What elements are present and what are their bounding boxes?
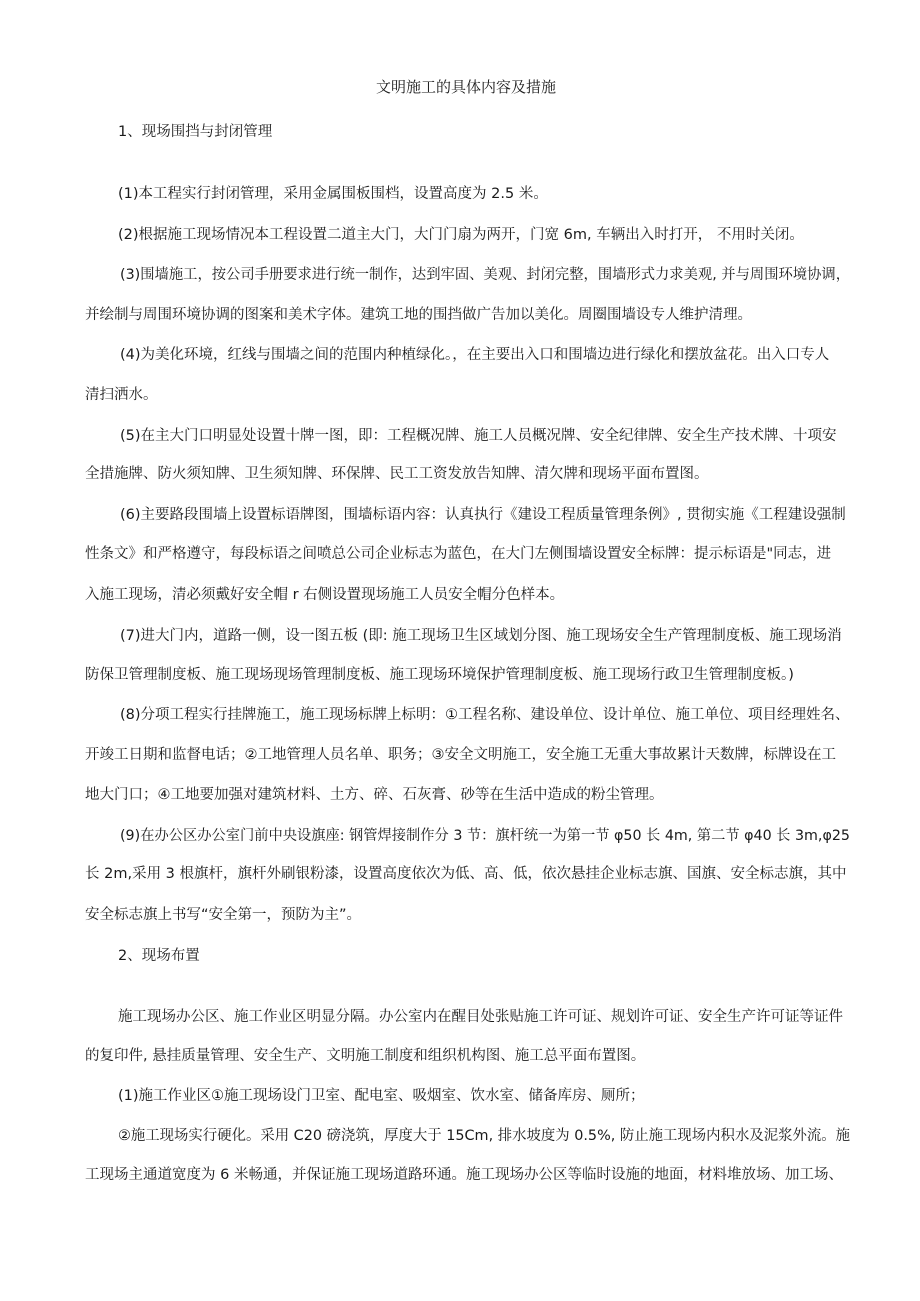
paragraph-line: (4)为美化环境，红线与围墙之间的范围内种植绿化。，在主要出入口和围墙边进行绿化和摆放盆花。出入口专人 xyxy=(120,347,830,363)
paragraph-line: 长 2m,采用 3 根旗杆，旗杆外刷银粉漆，设置高度依次为低、高、低，依次悬挂企业标志旗、国旗、安全标志旗，其中 xyxy=(85,866,847,882)
paragraph-line: (7)进大门内，道路一侧，设一图五板 (即: 施工现场卫生区域划分图、施工现场安全生产管理制度板、施工现场消 xyxy=(120,628,842,644)
page-title: 文明施工的具体内容及措施 xyxy=(375,78,556,96)
paragraph-line: (9)在办公区办公室门前中央设旗座: 钢管焊接制作分 3 节：旗杆统一为第一节 φ50 长 4m, 第二节 φ40 长 3m,φ25 xyxy=(120,828,850,844)
paragraph-line: 开竣工日期和监督电话；②工地管理人员名单、职务；③安全文明施工，安全施工无重大事故累计天数牌，标牌设在工 xyxy=(85,747,836,763)
paragraph-line: (6)主要路段围墙上设置标语牌图，围墙标语内容：认真执行《建设工程质量管理条例》, 贯彻实施《工程建设强制 xyxy=(120,507,846,523)
paragraph-line: 性条文》和严格遵守，每段标语之间喷总公司企业标志为蓝色，在大门左侧围墙设置安全标牌：提示标语是"同志，进 xyxy=(85,546,832,562)
section-heading-2: 2、现场布置 xyxy=(118,948,200,964)
section-heading-1: 1、现场围挡与封闭管理 xyxy=(118,124,273,140)
paragraph-line: 的复印件, 悬挂质量管理、安全生产、文明施工制度和组织机构图、施工总平面布置图。 xyxy=(85,1048,646,1064)
paragraph-line: 清扫洒水。 xyxy=(85,387,158,403)
paragraph-line: (8)分项工程实行挂牌施工，施工现场标牌上标明：①工程名称、建设单位、设计单位、施工单位、项目经理姓名、 xyxy=(120,707,850,723)
paragraph-line: 并绘制与周围环境协调的图案和美术字体。建筑工地的围挡做广告加以美化。周圈围墙设专人维护清理。 xyxy=(85,307,752,323)
paragraph-line: 防保卫管理制度板、施工现场现场管理制度板、施工现场环境保护管理制度板、施工现场行政卫生管理制度板。) xyxy=(85,667,794,683)
paragraph-line: 施工现场办公区、施工作业区明显分隔。办公室内在醒目处张贴施工许可证、规划许可证、安全生产许可证等证件 xyxy=(118,1009,843,1025)
paragraph-line: 工现场主通道宽度为 6 米畅通，并保证施工现场道路环通。施工现场办公区等临时设施的地面，材料堆放场、加工场、 xyxy=(85,1167,843,1183)
paragraph-line: ②施工现场实行硬化。采用 C20 磅浇筑，厚度大于 15Cm, 排水坡度为 0.5%, 防止施工现场内积水及泥浆外流。施 xyxy=(118,1128,850,1144)
paragraph-line: 安全标志旗上书写“安全第一，预防为主”。 xyxy=(85,907,362,923)
paragraph-line: (1)本工程实行封闭管理，采用金属围板围档，设置高度为 2.5 米。 xyxy=(118,186,548,202)
paragraph-line: (2)根据施工现场情况本工程设置二道主大门，大门门扇为两开，门宽 6m, 车辆出入时打开， 不用时关闭。 xyxy=(118,227,804,243)
paragraph-line: 入施工现场，清必须戴好安全帽 r 右侧设置现场施工人员安全帽分色样本。 xyxy=(85,587,565,603)
paragraph-line: 全措施牌、防火须知牌、卫生须知牌、环保牌、民工工资发放告知牌、清欠牌和现场平面布置图。 xyxy=(85,466,709,482)
paragraph-line: (1)施工作业区①施工现场设门卫室、配电室、吸烟室、饮水室、储备库房、厕所； xyxy=(118,1088,645,1104)
paragraph-line: 地大门口；④工地要加强对建筑材料、土方、碎、石灰膏、砂等在生活中造成的粉尘管理。 xyxy=(85,787,664,803)
paragraph-line: (3)围墙施工，按公司手册要求进行统一制作，达到牢固、美观、封闭完整，围墙形式力求美观, 并与周围环境协调， xyxy=(120,267,850,283)
paragraph-line: (5)在主大门口明显处设置十牌一图，即：工程概况牌、施工人员概况牌、安全纪律牌、安全生产技术牌、十项安 xyxy=(120,428,837,444)
